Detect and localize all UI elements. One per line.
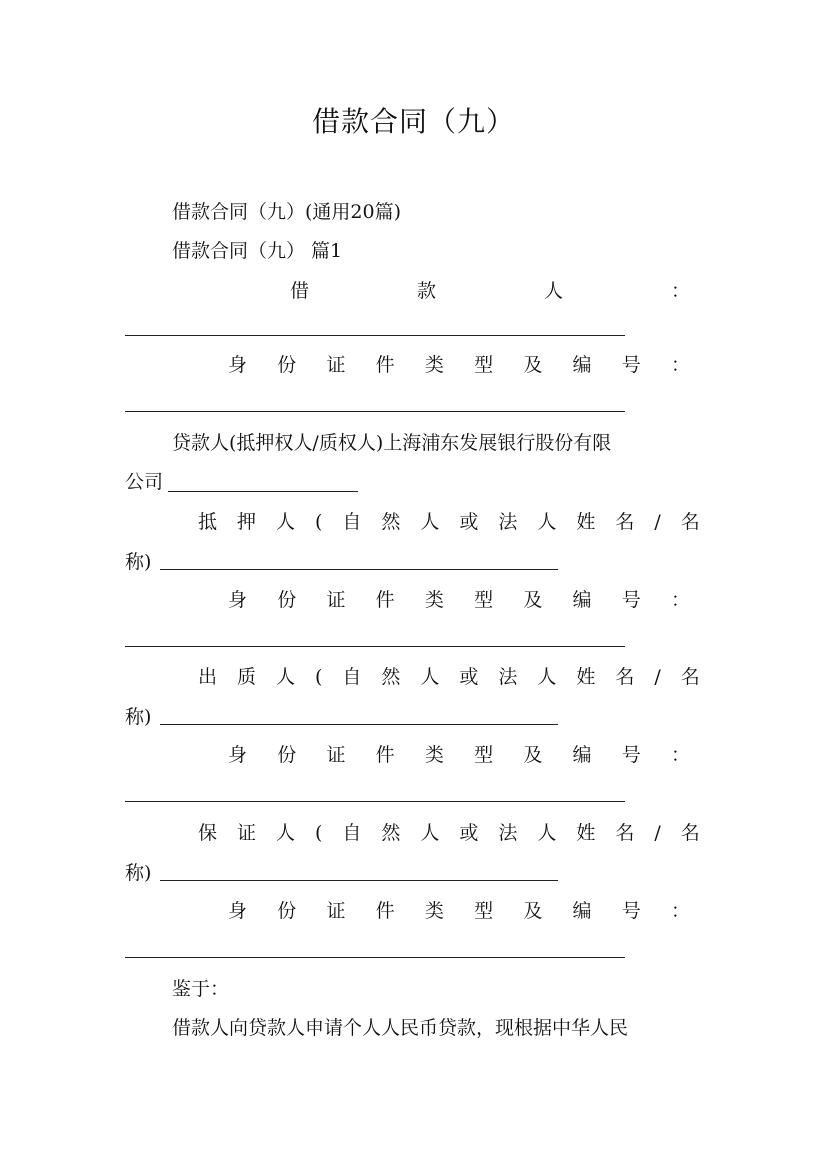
guarantor-fill-line (160, 880, 558, 881)
id-type-label: 身 份 证 件 类 型 及 编 号 ： (228, 354, 690, 376)
whereas-heading: 鉴于： (172, 978, 230, 1000)
borrower-fill-line (125, 335, 625, 336)
pledgor-fill-line (160, 724, 558, 725)
guarantor-label: 保 证 人 ( 自 然 人 或 法 人 姓 名 / 名 (198, 822, 700, 844)
section-heading: 借款合同（九） 篇1 (172, 240, 343, 262)
id-fill-line (125, 411, 625, 412)
document-subtitle: 借款合同（九）(通用20篇) (172, 201, 402, 223)
lender-text-cont: 公司 (125, 471, 164, 493)
id-fill-line (125, 646, 625, 647)
body-paragraph: 借款人向贷款人申请个人人民币贷款，现根据中华人民 (172, 1017, 629, 1039)
document-title: 借款合同（九） (311, 105, 515, 138)
id-type-label: 身 份 证 件 类 型 及 编 号 ： (228, 900, 690, 922)
id-fill-line (125, 957, 625, 958)
mortgagor-fill-line (160, 569, 558, 570)
mortgagor-label-cont: 称) (125, 551, 152, 573)
pledgor-label: 出 质 人 ( 自 然 人 或 法 人 姓 名 / 名 (198, 666, 700, 688)
mortgagor-label: 抵 押 人 ( 自 然 人 或 法 人 姓 名 / 名 (198, 511, 700, 533)
borrower-label: 借 款 人 ： (290, 280, 690, 302)
lender-fill-line (168, 491, 358, 492)
pledgor-label-cont: 称) (125, 706, 152, 728)
guarantor-label-cont: 称) (125, 862, 152, 884)
lender-text: 贷款人(抵押权人/质权人)上海浦东发展银行股份有限 (172, 432, 612, 454)
id-fill-line (125, 801, 625, 802)
id-type-label: 身 份 证 件 类 型 及 编 号 ： (228, 589, 690, 611)
id-type-label: 身 份 证 件 类 型 及 编 号 ： (228, 744, 690, 766)
